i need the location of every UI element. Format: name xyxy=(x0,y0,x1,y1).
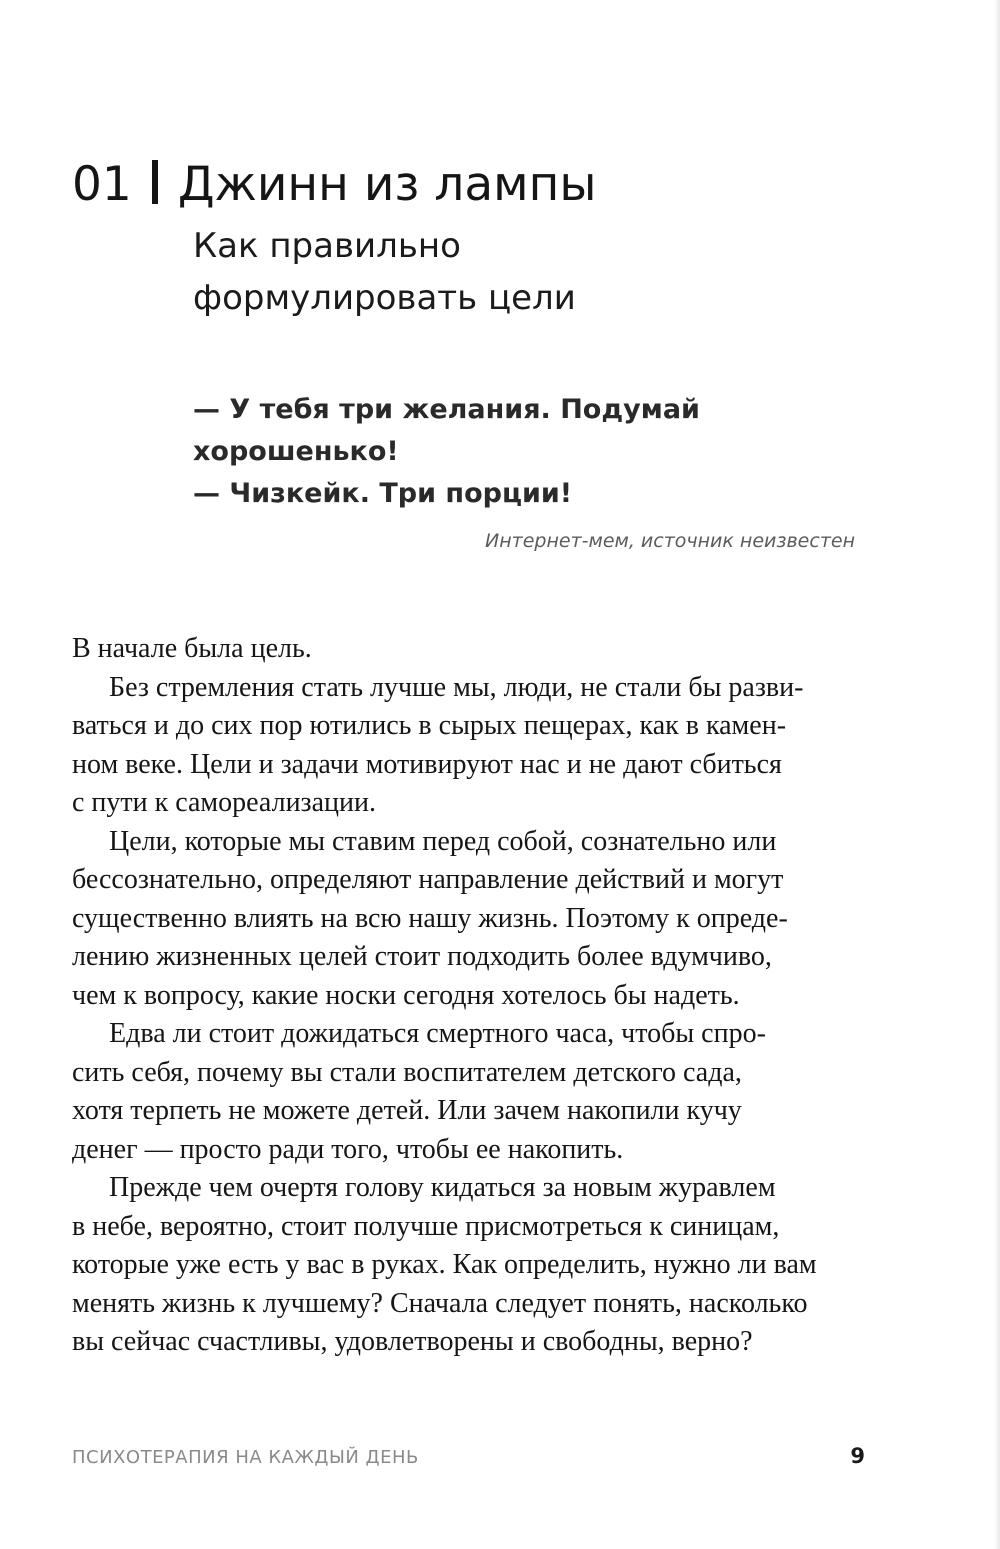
body-line: бессознательно, определяют направление действий и могут xyxy=(72,864,784,895)
page-edge-shadow xyxy=(994,0,1000,1549)
running-footer-title: ПСИХОТЕРАПИЯ НА КАЖДЫЙ ДЕНЬ xyxy=(72,1447,419,1468)
epigraph-line: — Чизкейк. Три порции! xyxy=(193,478,573,509)
chapter-heading xyxy=(72,150,892,220)
epigraph-source: Интернет-мем, источник неизвестен xyxy=(485,530,855,552)
body-line: лению жизненных целей стоит подходить более вдумчиво, xyxy=(72,941,772,972)
epigraph-line: — У тебя три желания. Подумай xyxy=(193,394,700,425)
body-line: которые уже есть у вас в руках. Как определить, нужно ли вам xyxy=(72,1249,817,1280)
body-line: Без стремления стать лучше мы, люди, не стали бы разви- xyxy=(109,671,804,703)
chapter-subtitle xyxy=(193,220,793,324)
body-line: Едва ли стоит дожидаться смертного часа, чтобы спро- xyxy=(109,1018,766,1049)
epigraph-line: хорошенько! xyxy=(193,436,399,467)
epigraph xyxy=(193,389,853,515)
body-line: в небе, вероятно, стоит получше присмотреться к синицам, xyxy=(72,1210,780,1242)
body-line: денег — просто ради того, чтобы ее накопить. xyxy=(72,1133,624,1165)
body-line: чем к вопросу, какие носки сегодня хотелось бы надеть. xyxy=(72,979,740,1011)
chapter-number: 01 xyxy=(72,157,132,212)
body-line: существенно влиять на всю нашу жизнь. Поэтому к опреде- xyxy=(72,902,788,934)
body-line: с пути к самореализации. xyxy=(72,787,376,818)
chapter-subtitle-line: формулировать цели xyxy=(193,278,576,318)
body-line: сить себя, почему вы стали воспитателем детского сада, xyxy=(72,1056,742,1088)
chapter-title: Джинн из лампы xyxy=(177,157,597,212)
body-line: Прежде чем очертя голову кидаться за новым журавлем xyxy=(109,1172,776,1203)
page-number: 9 xyxy=(850,1444,865,1468)
body-text xyxy=(72,630,872,1362)
body-line: Цели, которые мы ставим перед собой, сознательно или xyxy=(109,825,777,857)
body-line: менять жизнь к лучшему? Сначала следует понять, насколько xyxy=(72,1287,808,1319)
body-line: ваться и до сих пор ютились в сырых пещерах, как в камен- xyxy=(72,710,787,741)
body-line: вы сейчас счастливы, удовлетворены и свободны, верно? xyxy=(72,1326,753,1357)
body-line: хотя терпеть не можете детей. Или зачем накопили кучу xyxy=(72,1095,742,1126)
chapter-separator-bar xyxy=(152,160,158,204)
chapter-subtitle-line: Как правильно xyxy=(193,226,461,266)
body-line: ном веке. Цели и задачи мотивируют нас и не дают сбиться xyxy=(72,748,782,780)
body-line: В начале была цель. xyxy=(72,633,312,664)
